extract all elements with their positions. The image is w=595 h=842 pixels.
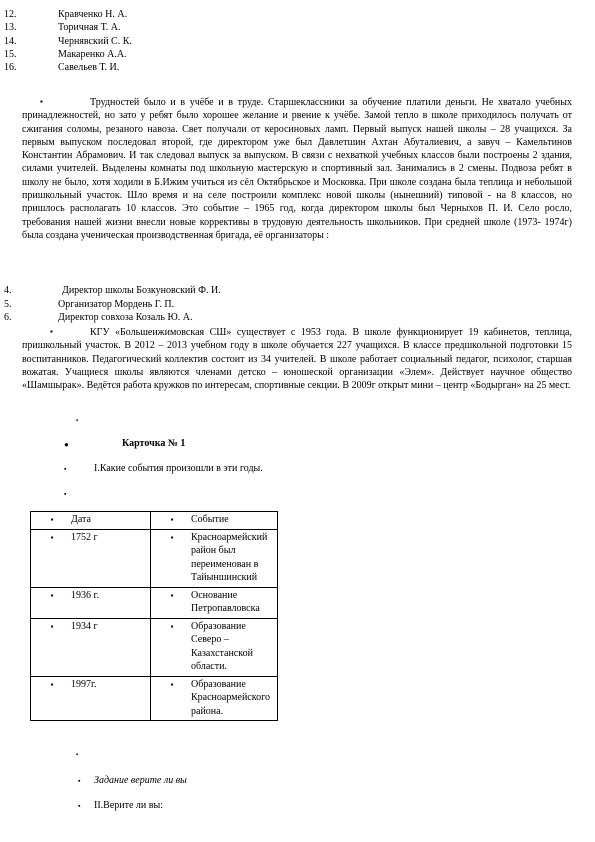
header-date [31, 512, 151, 530]
bullet-icon: ▪ [170, 590, 174, 600]
header-event-text: Событие [191, 514, 229, 525]
list-item-text: Кравченко Н. А. [58, 9, 128, 20]
event-cell [151, 676, 278, 721]
header-event [151, 512, 278, 530]
event-cell [151, 618, 278, 676]
event-cell-text: Образование Красноармейского района. [191, 678, 270, 717]
event-cell [151, 529, 278, 587]
list-number: 6. [4, 312, 12, 324]
date-cell-text: 1997г. [71, 678, 97, 690]
school-info-paragraph [22, 326, 572, 392]
date-cell-text: 1934 г [71, 620, 98, 632]
card-title: Карточка № 1 [122, 438, 186, 449]
bullet-icon: ▪ [64, 465, 67, 473]
history-paragraph [22, 96, 572, 242]
list-item-text: Торичная Т. А. [58, 22, 121, 34]
task-heading: Задание верите ли вы [94, 775, 187, 786]
bullet-icon: ▪ [170, 679, 174, 689]
table-row [31, 529, 278, 587]
list-number: 16. [4, 62, 17, 74]
history-paragraph-text: Трудностей было и в учёбе и в труде. Старшеклассники за обучение платили деньги. Не хватало учебных принадлежностей, но зато у ребят было хорошее желание и рвение к учёбе. Замой тепло в школе приходилось получать от сжигания соломы, резаного навоза. Свет получали от керосиновых ламп. Первый выпуск нашей школы – 28 учащихся. За первым выпуском последовал второй, где директором уже был Давлетшин Ахтан Абуталиевич, а завуч – Камельтинов Константин Абрамович. И так следовал выпуск за выпуском. В связи с нехваткой учебных классов были построены 2 здания, силами учителей. Выделены комнаты под школьную мастерскую и спортивный зал. Занимались в 2 смены. Подвоза ребят в школу не было, хотя ходили в Б.Ижим учиться из сёл Октябрьское и Московка. При школе создана была теплица и небольшой пришкольный участок. Шло время и на селе построили комплекс новой школы (нынешний) типовой - на 8 классов, но пришлось располагать 10 классов. Это событие – 1965 год, когда директором школы был Черныхов П. И. Село росло, требования нашей жизни внесли новые коррективы в трудовую деятельность школьников. При средней школе (1973- 1974г) была создана ученическая производственная бригада, её организаторы : [22, 97, 572, 241]
bullet-icon: ▪ [50, 515, 54, 524]
list-number: 15. [4, 48, 17, 60]
bullet-icon: ▪ [76, 418, 79, 424]
bullet-icon: ▪ [170, 515, 174, 524]
table-header-row [31, 512, 278, 530]
bullet-icon: ▪ [40, 97, 43, 106]
question-two: II.Верите ли вы: [94, 800, 163, 811]
date-cell-text: 1936 г. [71, 589, 99, 601]
school-info-paragraph-text: КГУ «Большеижимовская СШ» существует с 1953 года. В школе функционирует 19 кабинетов, теплица, пришкольный участок. В 2012 – 2013 учебном году в школе обучается 227 учащихся. В классе предшкольной подготовки 15 воспитанников. Педагогический коллектив состоит из 34 учителей. В школе работает социальный педагог, психолог, старшая вожатая. Учащиеся школы являются членами детско – юношеской организации «Элем». Действует научное общество «Шамшырак». Ведётся работа кружков по интересам, спортивные секции. В 2009г открыт мини – центр «Бодырган» на 25 мест. [22, 327, 572, 392]
list-number: 5. [4, 298, 12, 310]
bullet-icon: ▪ [50, 621, 54, 631]
list-item-text: Чернявский С. К. [58, 35, 132, 47]
event-cell-text: Образование Северо – Казахстанской области. [191, 620, 253, 672]
bullet-icon: ▪ [64, 490, 67, 498]
bullet-icon: ▪ [170, 532, 174, 542]
date-cell [31, 529, 151, 587]
bullet-icon: ▪ [78, 777, 81, 785]
list-item-text: Директор школы Бозкуновский Ф. И. [62, 285, 221, 296]
bullet-icon: ● [64, 440, 69, 449]
bullet-icon: ▪ [170, 621, 174, 631]
bullet-icon: ▪ [78, 802, 81, 810]
list-number: 14. [4, 35, 17, 47]
list-item-text: Макаренко А.А. [58, 48, 127, 60]
list-item-text: Директор совхоза Козаль Ю. А. [58, 312, 193, 324]
events-table [30, 511, 278, 721]
date-cell [31, 587, 151, 618]
header-date-text: Дата [71, 514, 91, 525]
list-item-text: Савельев Т. И. [58, 62, 120, 74]
date-cell [31, 618, 151, 676]
table-row [31, 618, 278, 676]
list-number: 13. [4, 22, 17, 34]
bullet-icon: ▪ [50, 327, 53, 336]
bullet-icon: ▪ [50, 590, 54, 600]
event-cell [151, 587, 278, 618]
bullet-icon: ▪ [50, 679, 54, 689]
event-cell-text: Основание Петропавловска [191, 589, 260, 614]
list-number: 4. [4, 285, 12, 296]
question-one: I.Какие события произошли в эти годы. [94, 463, 263, 474]
bullet-icon: ▪ [50, 532, 54, 542]
date-cell-text: 1752 г [71, 531, 98, 543]
event-cell-text: Красноармейский район был переименован в Тайыншинский [191, 531, 268, 583]
list-number: 12. [4, 9, 17, 20]
table-row [31, 587, 278, 618]
bullet-icon: ▪ [76, 752, 79, 758]
list-item-text: Организатор Мордень Г. П. [58, 298, 175, 310]
table-row [31, 676, 278, 721]
date-cell [31, 676, 151, 721]
